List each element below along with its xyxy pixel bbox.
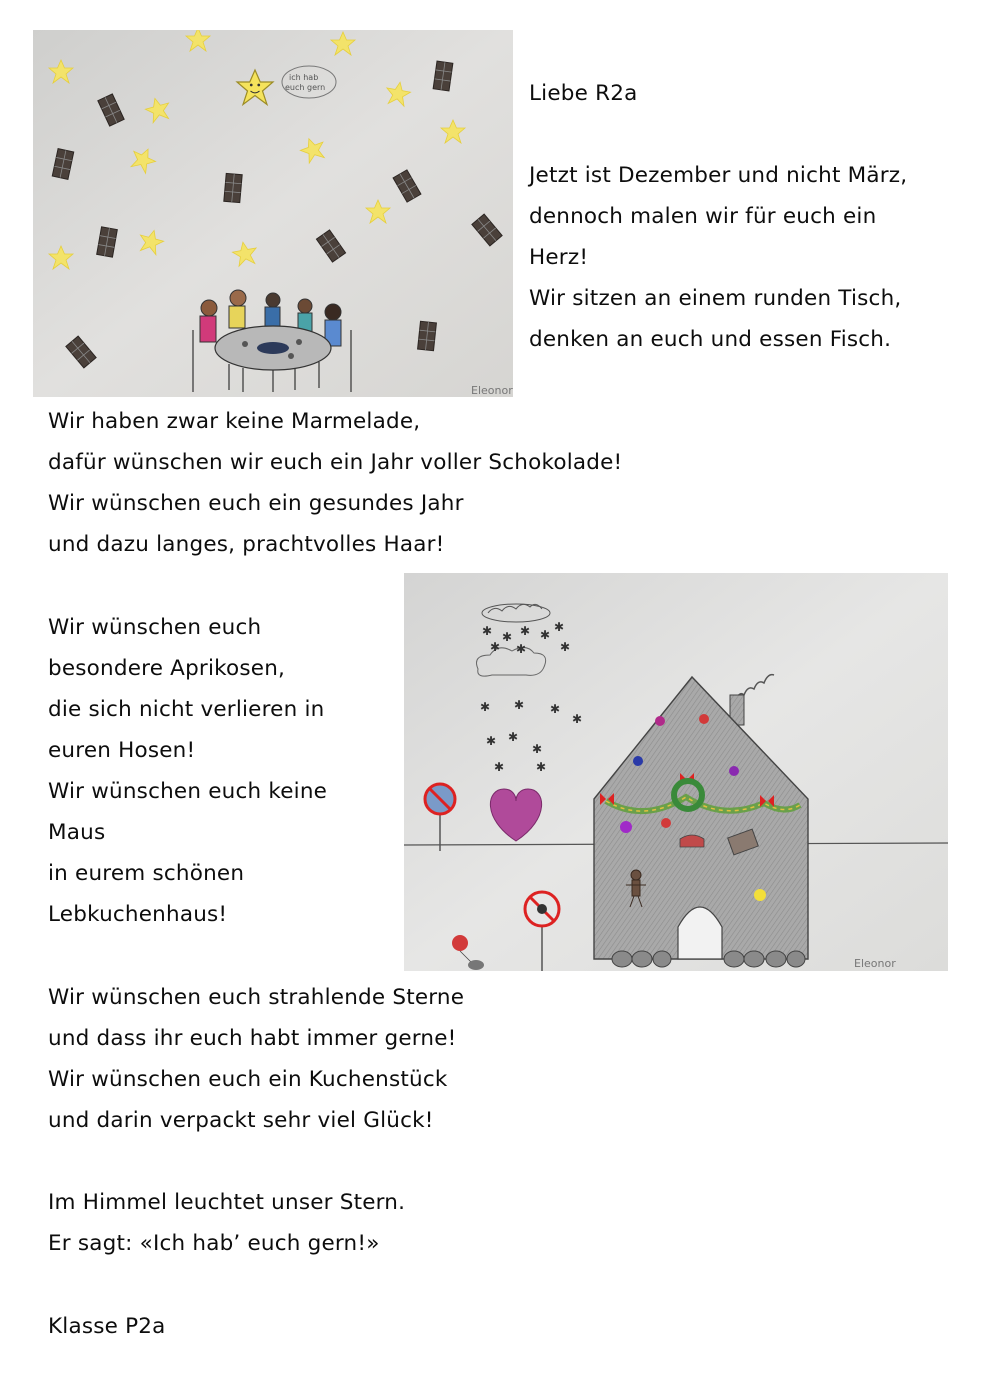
chocolate-bar-icon [224,173,242,202]
chocolate-bar-icon [418,321,437,351]
poem-line: Wir wünschen euch keine [48,779,328,804]
poem-line: Wir wünschen euch ein Kuchenstück [48,1067,448,1092]
poem-line: denken an euch und essen Fisch. [529,327,892,352]
stanza-3 [48,607,327,935]
drawing-family-table-svg [33,30,513,397]
poem-line: Wir wünschen euch [48,615,262,640]
chocolate-bar-icon [433,61,453,91]
drawing-signature: Eleonor [471,384,513,397]
poem-line: Herz! [529,245,589,270]
poem-line: und darin verpackt sehr viel Glück! [48,1108,434,1133]
svg-text:✱: ✱ [550,702,561,716]
svg-text:✱: ✱ [508,730,519,744]
poem-line: dennoch malen wir für euch ein [529,204,877,229]
svg-text:✱: ✱ [480,700,491,714]
closing-signature: Klasse P2a [48,1314,166,1339]
svg-text:✱: ✱ [560,640,571,654]
poem-line: Wir wünschen euch strahlende Sterne [48,985,465,1010]
stanza-2 [48,401,622,565]
stanza-5 [48,1182,405,1264]
svg-text:✱: ✱ [490,640,501,654]
poem-line: und dazu langes, prachtvolles Haar! [48,532,445,557]
drawing-family-table [33,30,513,397]
svg-text:✱: ✱ [572,712,583,726]
svg-text:✱: ✱ [494,760,505,774]
svg-text:✱: ✱ [516,642,527,656]
svg-text:✱: ✱ [536,760,547,774]
poem-line: besondere Aprikosen, [48,656,286,681]
poem-line: euren Hosen! [48,738,196,763]
drawing-signature: Eleonor [854,957,896,970]
closing-block [48,1306,166,1347]
poem-line: dafür wünschen wir euch ein Jahr voller Schokolade! [48,450,623,475]
poem-line: Er sagt: «Ich hab’ euch gern!» [48,1231,380,1256]
poem-line: Im Himmel leuchtet unser Stern. [48,1190,406,1215]
poem-line: Lebkuchenhaus! [48,902,228,927]
stanza-4 [48,977,464,1141]
svg-text:✱: ✱ [486,734,497,748]
svg-text:✱: ✱ [554,620,565,634]
poem-line: Wir sitzen an einem runden Tisch, [529,286,902,311]
svg-text:✱: ✱ [532,742,543,756]
svg-text:✱: ✱ [482,624,493,638]
svg-text:✱: ✱ [520,624,531,638]
poem-line: Wir haben zwar keine Marmelade, [48,409,421,434]
speech-bubble-text-2: euch gern [285,83,326,92]
poem-line: in eurem schönen [48,861,245,886]
poem-line: und dass ihr euch habt immer gerne! [48,1026,457,1051]
poem-line: Wir wünschen euch ein gesundes Jahr [48,491,464,516]
svg-text:✱: ✱ [502,630,513,644]
poem-line: Maus [48,820,106,845]
poem-line: die sich nicht verlieren in [48,697,325,722]
speech-bubble-text-1: ich hab [289,73,319,82]
drawing-gingerbread-house [404,573,948,971]
poem-line: Jetzt ist Dezember und nicht März, [529,163,908,188]
greeting: Liebe R2a [529,81,638,106]
svg-text:✱: ✱ [540,628,551,642]
svg-text:✱: ✱ [514,698,525,712]
drawing-gingerbread-house-svg [404,573,948,971]
greeting-block [529,73,907,360]
